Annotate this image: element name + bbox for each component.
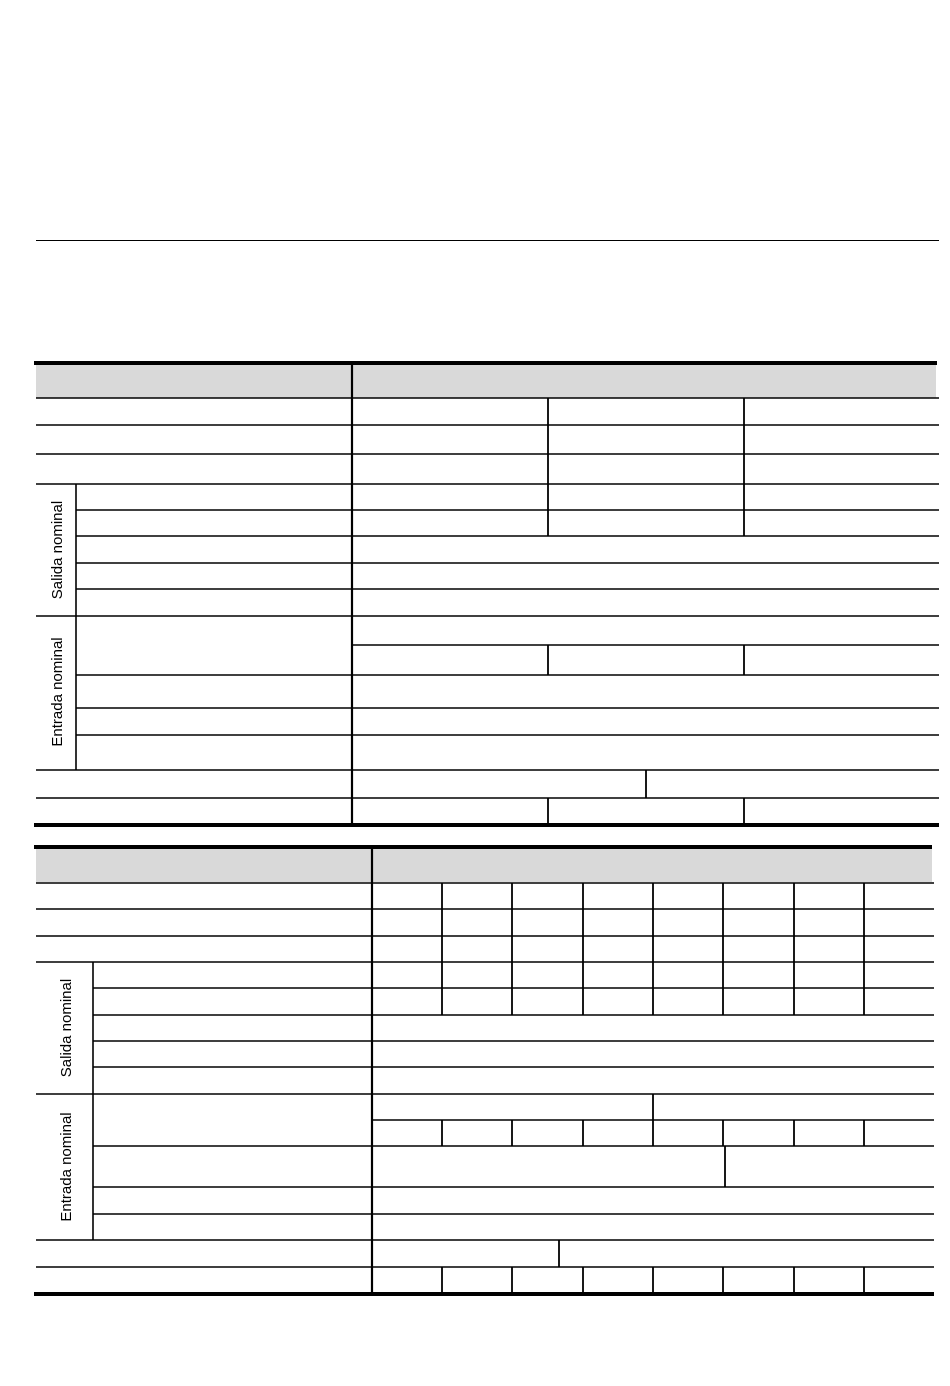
- group-label-input: Entrada nominal: [49, 637, 66, 747]
- table-header-row: [36, 848, 932, 882]
- group-label-output: Salida nominal: [49, 500, 66, 600]
- group-label-output: Salida nominal: [58, 978, 75, 1078]
- spec-table-1: [0, 355, 950, 835]
- top-divider-line: [36, 240, 939, 241]
- spec-table-2: [0, 840, 950, 1300]
- group-label-input: Entrada nominal: [58, 1112, 75, 1222]
- table-header-row: [36, 364, 936, 398]
